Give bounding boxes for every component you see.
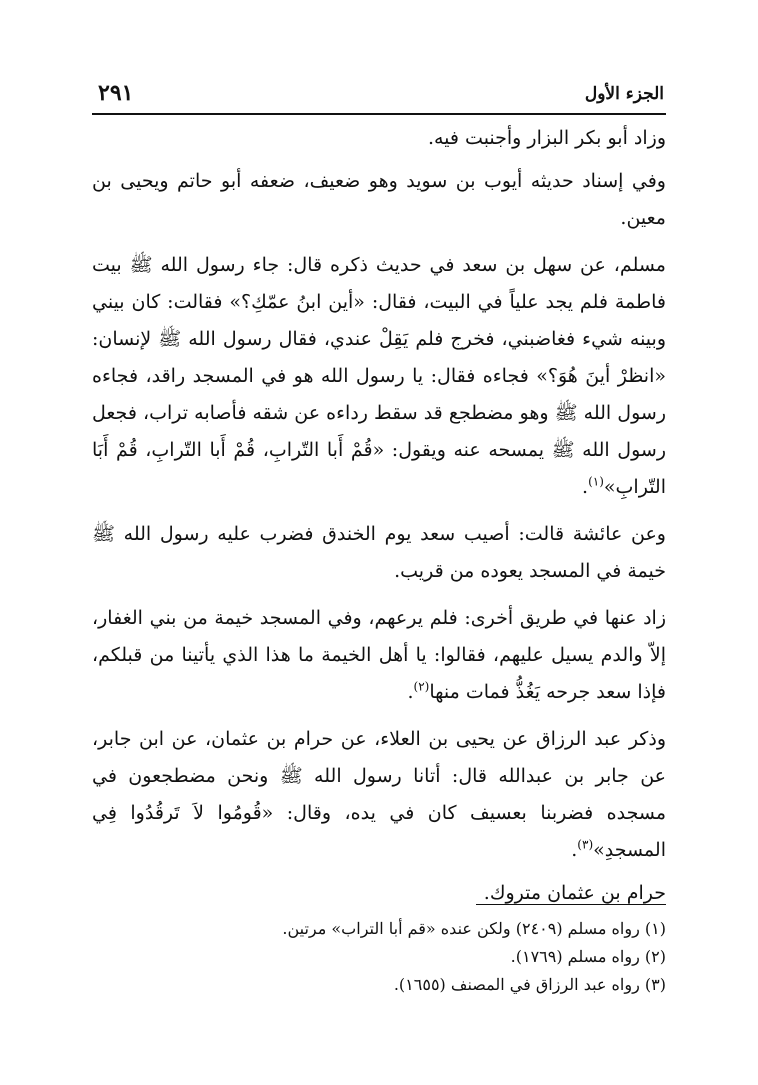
paragraph-3-end: . [582, 476, 589, 498]
footnote-1: (١) رواه مسلم (٢٤٠٩) ولكن عنده «قم أبا التراب» مرتين. [282, 919, 666, 938]
header-rule [92, 113, 666, 115]
page-number: ٢٩١ [98, 80, 134, 106]
paragraph-5 [92, 600, 666, 711]
footnote-3: (٣) رواه عبد الرزاق في المصنف (١٦٥٥). [393, 975, 666, 994]
running-header [92, 78, 666, 112]
paragraph-3 [92, 247, 666, 506]
paragraph-7: حرام بن عثمان متروك. [483, 882, 666, 904]
footnotes [92, 915, 666, 999]
paragraph-5-text: زاد عنها في طريق أخرى: فلم يرعهم، وفي المسجد خيمة من بني الغفار، إلاّ والدم يسيل عليهم، فقالوا: يا أهل الخيمة ما هذا الذي يأتينا من قبلكم، فإذا سعد جرحه يَغُذُّ فمات منها [92, 607, 666, 703]
footnote-ref-3[interactable]: (٣) [577, 837, 594, 852]
paragraph-6-text: وذكر عبد الرزاق عن يحيى بن العلاء، عن حرام بن عثمان، عن ابن جابر، عن جابر بن عبدالله قال: أتانا رسول الله ﷺ ونحن مضطجعون في مسجده فضربنا بعسيف كان في يده، وقال: «قُومُوا لاَ تَرقُدُوا فِي المسجدِ» [92, 728, 666, 861]
paragraph-4: وعن عائشة قالت: أصيب سعد يوم الخندق فضرب عليه رسول الله ﷺ خيمة في المسجد يعوده من قريب. [92, 523, 666, 582]
paragraph-1: وزاد أبو بكر البزار وأجنبت فيه. [427, 127, 666, 149]
footnote-ref-2[interactable]: (٢) [413, 679, 430, 694]
paragraph-2: وفي إسناد حديثه أيوب بن سويد وهو ضعيف، ضعفه أبو حاتم ويحيى بن معين. [92, 170, 666, 229]
footnote-rule [476, 904, 666, 905]
footnote-ref-1[interactable]: (١) [588, 474, 604, 489]
paragraph-6-end: . [571, 839, 578, 861]
header-title: الجزء الأول [584, 84, 664, 104]
paragraph-5-end: . [407, 681, 414, 703]
paragraph-3-text: مسلم، عن سهل بن سعد في حديث ذكره قال: جاء رسول الله ﷺ بيت فاطمة فلم يجد علياً في البيت، فقال: «أين ابنُ عمّكِ؟» فقالت: كان بيني وبينه شيء فغاضبني، فخرج فلم يَقِلْ عندي، فقال رسول الله ﷺ لإنسان: «انظرْ أينَ هُوَ؟» فجاءه فقال: يا رسول الله هو في المسجد راقد، فجاءه رسول الله ﷺ وهو مضطجع قد سقط رداءه عن شقه فأصابه تراب، فجعل رسول الله ﷺ يمسحه عنه ويقول: «قُمْ أَبا التّرابِ، قُمْ أَبا التّرابِ، قُمْ أَبَا التّرابِ» [92, 254, 666, 498]
footnote-2: (٢) رواه مسلم (١٧٦٩). [510, 947, 666, 966]
paragraph-6 [92, 721, 666, 869]
main-text [92, 118, 666, 912]
